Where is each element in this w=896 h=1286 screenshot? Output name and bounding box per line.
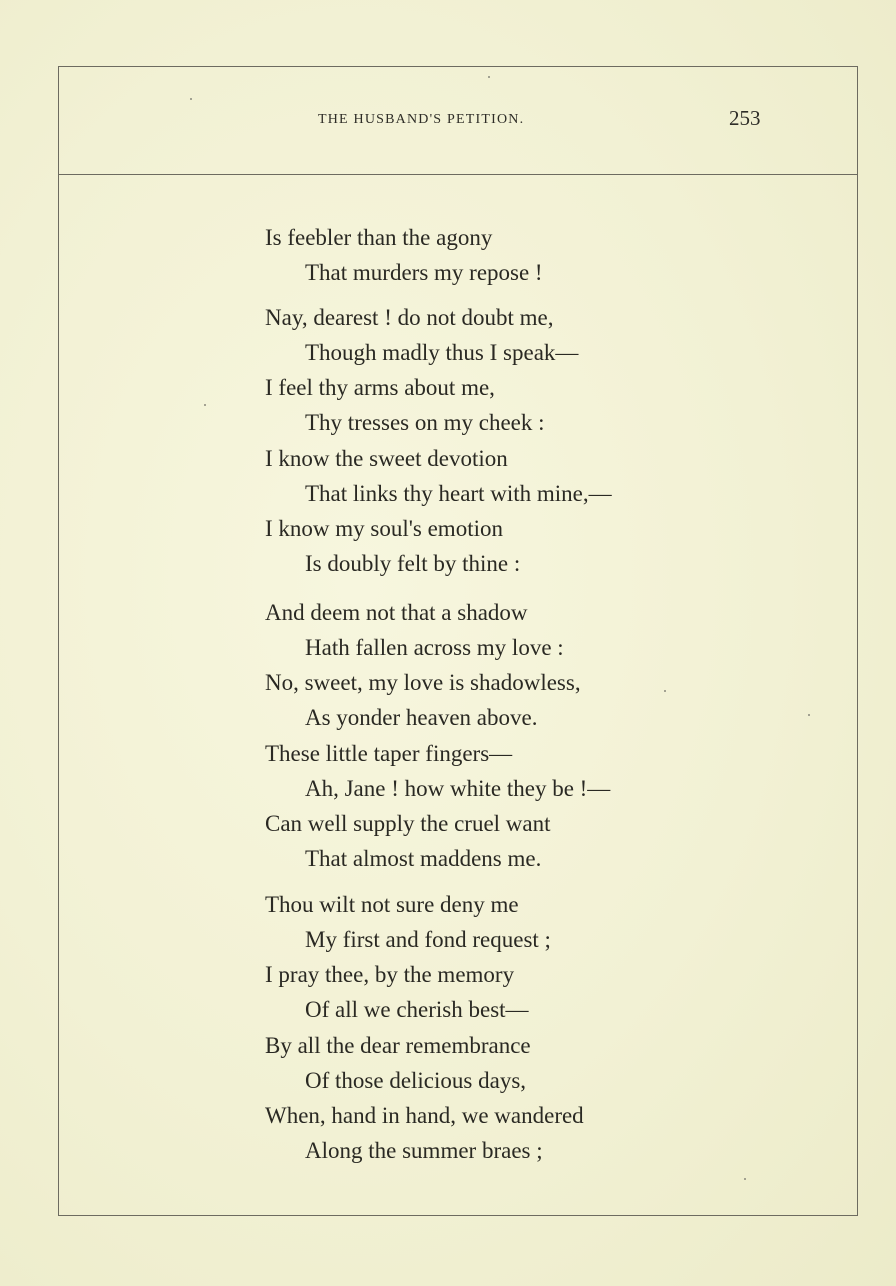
- poem-line: Of those delicious days,: [305, 1068, 527, 1093]
- poem-line: As yonder heaven above.: [305, 705, 538, 730]
- poem-line: I pray thee, by the memory: [265, 962, 515, 987]
- paper-speck: [204, 404, 206, 406]
- poem-line: Nay, dearest ! do not doubt me,: [265, 305, 554, 330]
- running-title: THE HUSBAND'S PETITION.: [318, 112, 525, 127]
- paper-speck: [744, 1178, 746, 1180]
- poem-line: Thou wilt not sure deny me: [265, 892, 519, 917]
- paper-speck: [808, 714, 810, 716]
- poem-line: I feel thy arms about me,: [265, 375, 495, 400]
- page-number: 253: [729, 106, 761, 130]
- poem-line: That murders my repose !: [305, 260, 543, 285]
- poem-line: Thy tresses on my cheek :: [305, 410, 545, 435]
- poem-line: And deem not that a shadow: [265, 600, 528, 625]
- poem-line: I know my soul's emotion: [265, 516, 503, 541]
- poem-line: That almost maddens me.: [305, 846, 542, 871]
- poem-line: No, sweet, my love is shadowless,: [265, 670, 581, 695]
- poem-line: Can well supply the cruel want: [265, 811, 551, 836]
- paper-speck: [488, 76, 490, 78]
- paper-speck: [664, 690, 666, 692]
- poem-line: Along the summer braes ;: [305, 1138, 543, 1163]
- poem-line: Hath fallen across my love :: [305, 635, 564, 660]
- poem-line: I know the sweet devotion: [265, 446, 508, 471]
- poem-line: Ah, Jane ! how white they be !—: [305, 776, 611, 801]
- poem-line: These little taper fingers—: [265, 741, 513, 766]
- poem-line: Of all we cherish best—: [305, 997, 529, 1022]
- paper-speck: [190, 98, 192, 100]
- poem-line: That links thy heart with mine,—: [305, 481, 612, 506]
- poem-line: Is doubly felt by thine :: [305, 551, 521, 576]
- poem-line: My first and fond request ;: [305, 927, 551, 952]
- poem-line: By all the dear remembrance: [265, 1033, 531, 1058]
- poem-line: Is feebler than the agony: [265, 225, 493, 250]
- poem-line: Though madly thus I speak—: [305, 340, 579, 365]
- poem-line: When, hand in hand, we wandered: [265, 1103, 584, 1128]
